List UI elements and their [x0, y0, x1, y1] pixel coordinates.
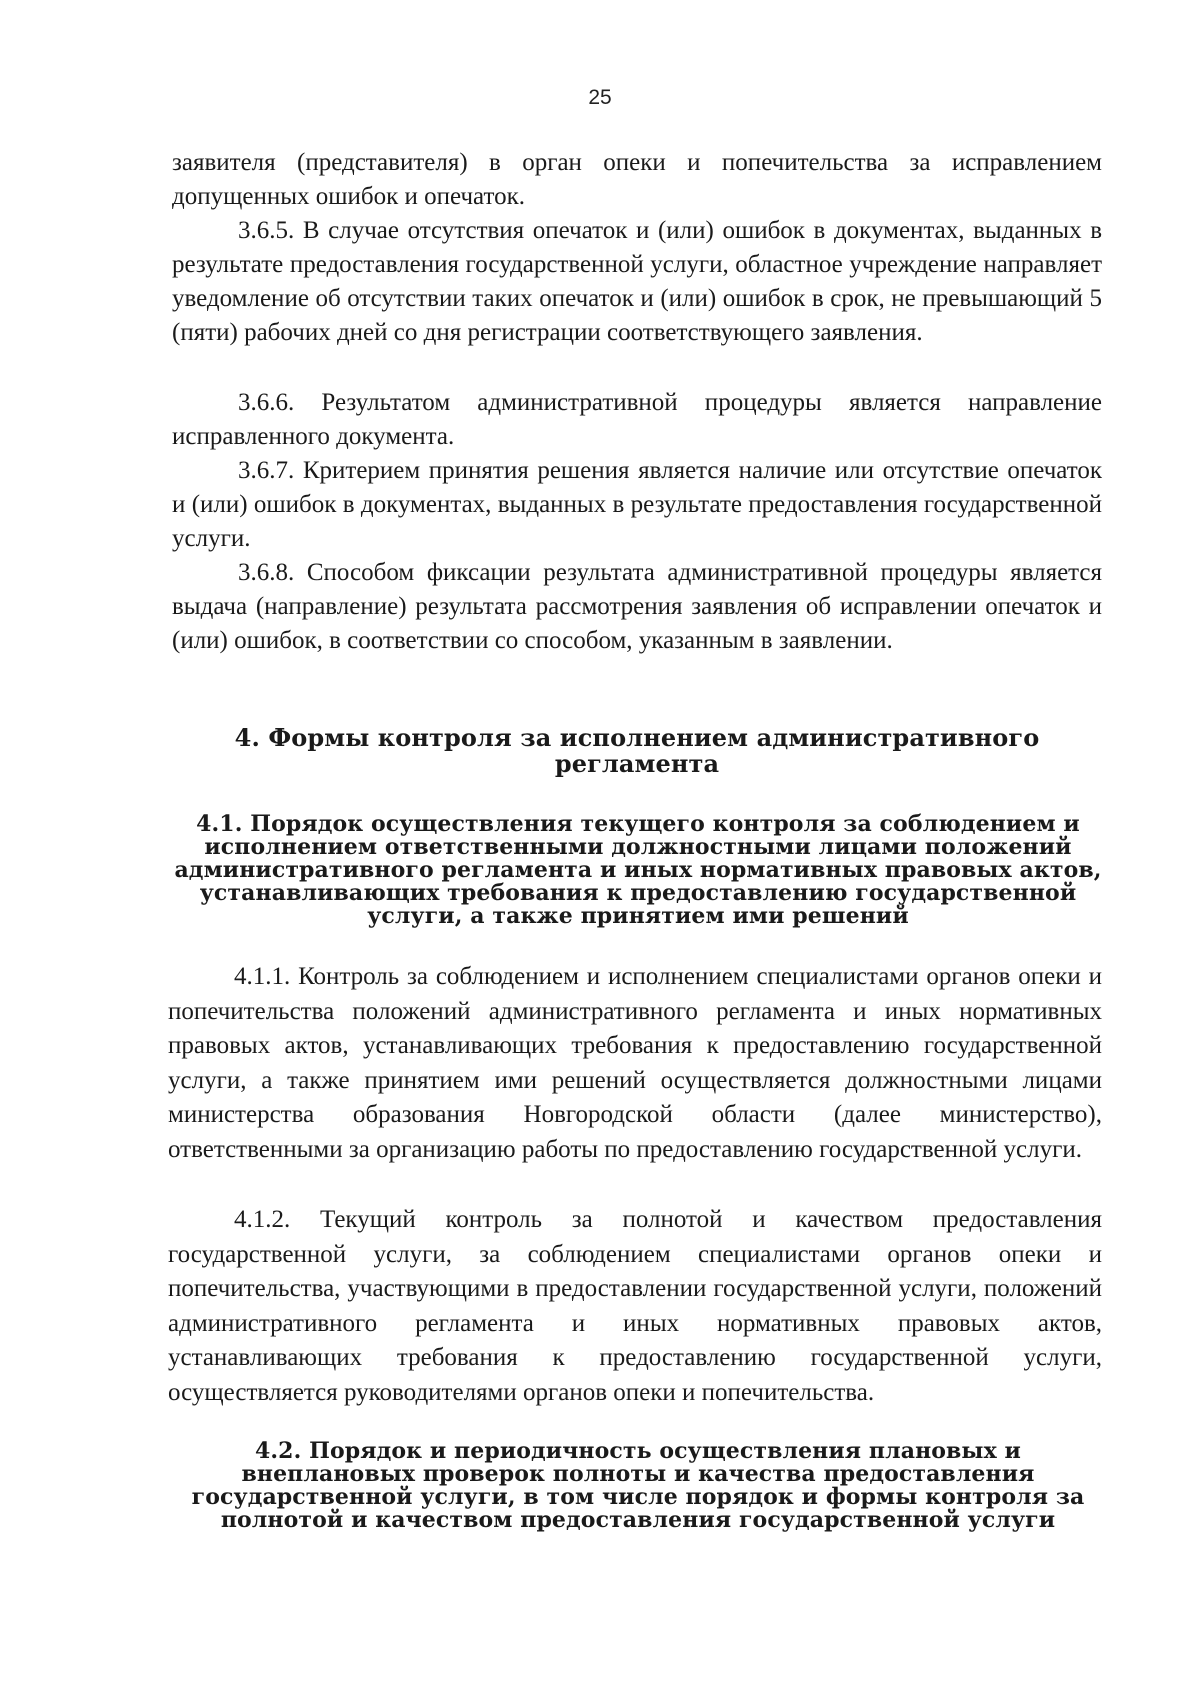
subsection-heading-4-2-line: 4.2. Порядок и периодичность осуществления плановых и	[255, 1438, 1021, 1464]
section-heading-4	[172, 725, 1102, 777]
page-number: 25	[588, 86, 612, 109]
subsection-heading-4-1-line: 4.1. Порядок осуществления текущего контроля за соблюдением и	[196, 811, 1080, 837]
subsection-heading-4-2	[168, 1440, 1108, 1532]
paragraph-4-1-1: 4.1.1. Контроль за соблюдением и исполнением специалистами органов опеки и попечительства положений административного регламента и иных нормативных правовых актов, устанавливающих требования к предоставлению государственной услуги, а также принятием ими решений осуществляется должностными лицами министерства образования Новгородской области (далее министерство), ответственными за организацию работы по предоставлению государственной услуги.	[168, 963, 1102, 1163]
paragraph-4-1-2: 4.1.2. Текущий контроль за полнотой и качеством предоставления государственной услуги, за соблюдением специалистами органов опеки и попечительства, участвующими в предоставлении государственной услуги, положений административного регламента и иных нормативных правовых актов, устанавливающих требования к предоставлению государственной услуги, осуществляется руководителями органов опеки и попечительства.	[168, 1206, 1102, 1406]
subsection-heading-4-1	[168, 813, 1108, 928]
subsection-heading-4-1-line: административного регламента и иных нормативных правовых актов,	[174, 857, 1102, 883]
section-heading-4-line: регламента	[554, 749, 720, 778]
paragraph-continuation: заявителя (представителя) в орган опеки и попечительства за исправлением допущенных ошибок и опечаток.	[172, 149, 1102, 210]
paragraph-3-6-8: 3.6.8. Способом фиксации результата административной процедуры является выдача (направление) результата рассмотрения заявления об исправлении опечаток и (или) ошибок, в соответствии со способом, указанным в заявлении.	[172, 559, 1102, 654]
paragraph-3-6-7: 3.6.7. Критерием принятия решения является наличие или отсутствие опечаток и (или) ошибок в документах, выданных в результате предоставления государственной услуги.	[172, 457, 1102, 552]
paragraph-3-6-6: 3.6.6. Результатом административной процедуры является направление исправленного документа.	[172, 389, 1102, 450]
subsection-heading-4-1-line: исполнением ответственными должностными лицами положений	[204, 834, 1072, 860]
section-heading-4-line: 4. Формы контроля за исполнением административного	[234, 723, 1040, 752]
subsection-heading-4-2-line: полнотой и качеством предоставления государственной услуги	[220, 1507, 1056, 1533]
subsection-heading-4-1-line: устанавливающих требования к предоставлению государственной	[199, 880, 1077, 906]
subsection-heading-4-2-line: внеплановых проверок полноты и качества предоставления	[241, 1461, 1035, 1487]
subsection-heading-4-2-line: государственной услуги, в том числе порядок и формы контроля за	[191, 1484, 1085, 1510]
subsection-heading-4-1-line: услуги, а также принятием ими решений	[367, 903, 909, 929]
paragraph-3-6-5: 3.6.5. В случае отсутствия опечаток и (или) ошибок в документах, выданных в результате предоставления государственной услуги, областное учреждение направляет уведомление об отсутствии таких опечаток и (или) ошибок в срок, не превышающий 5 (пяти) рабочих дней со дня регистрации соответствующего заявления.	[172, 217, 1102, 346]
